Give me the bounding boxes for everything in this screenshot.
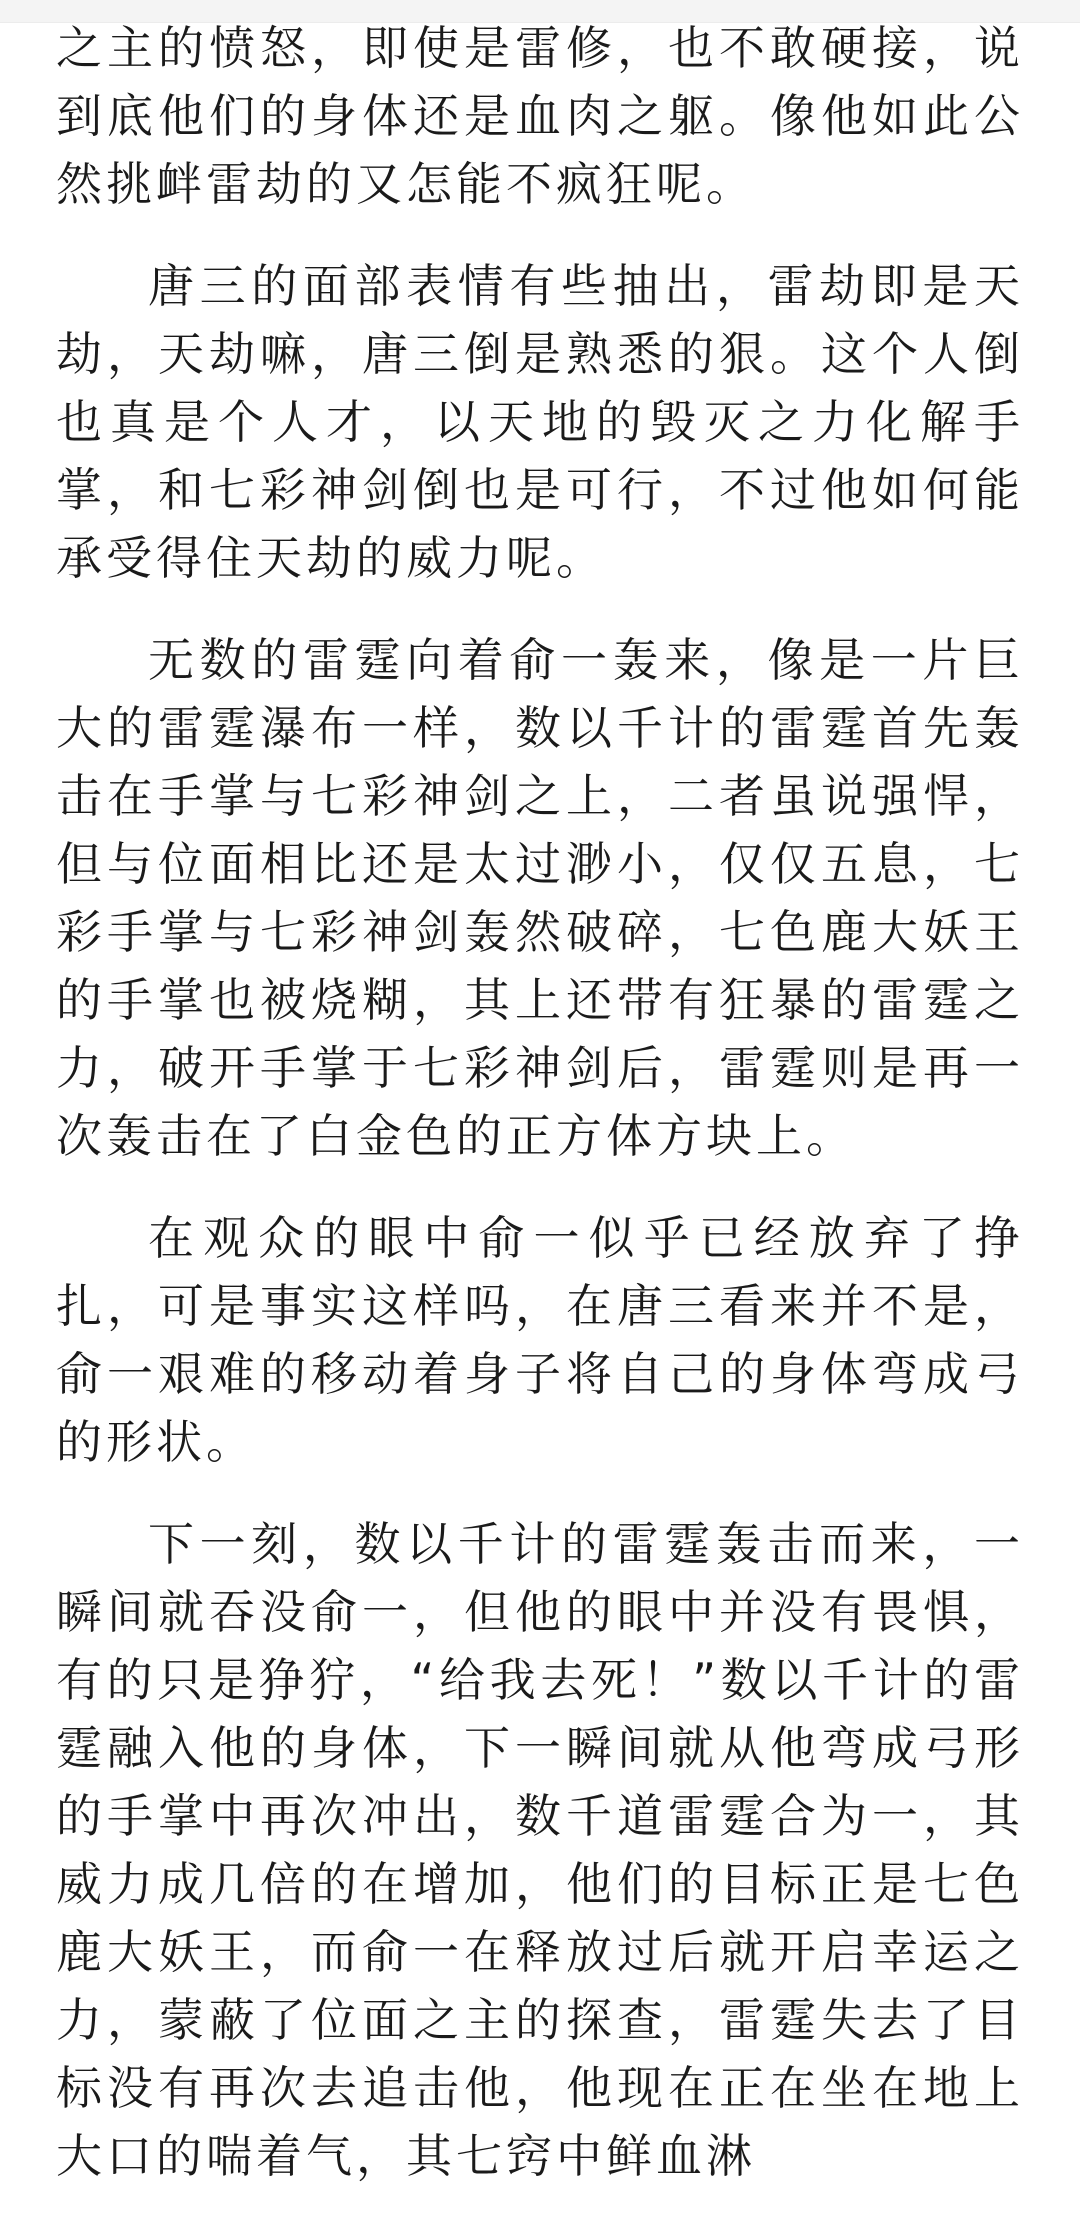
paragraph-4: 在观众的眼中俞一似乎已经放弃了挣扎，可是事实这样吗，在唐三看来并不是，俞一艰难的移动着身子将自己的身体弯成弓的形状。 [56, 1211, 1024, 1469]
paragraph-3: 无数的雷霆向着俞一轰来，像是一片巨大的雷霆瀑布一样，数以千计的雷霆首先轰击在手掌与七彩神剑之上，二者虽说强悍，但与位面相比还是太过渺小，仅仅五息，七彩手掌与七彩神剑轰然破碎，七色鹿大妖王的手掌也被烧糊，其上还带有狂暴的雷霆之力，破开手掌于七彩神剑后，雷霆则是再一次轰击在了白金色的正方体方块上。 [56, 633, 1024, 1163]
paragraph-2: 唐三的面部表情有些抽出，雷劫即是天劫，天劫嘛，唐三倒是熟悉的狠。这个人倒也真是个人才，以天地的毁灭之力化解手掌，和七彩神剑倒也是可行，不过他如何能承受得住天劫的威力呢。 [56, 259, 1024, 585]
paragraph-1: 之主的愤怒，即使是雷修，也不敢硬接，说到底他们的身体还是血肉之躯。像他如此公然挑衅雷劫的又怎能不疯狂呢。 [56, 21, 1024, 211]
paragraph-5: 下一刻，数以千计的雷霆轰击而来，一瞬间就吞没俞一，但他的眼中并没有畏惧，有的只是狰狞，“给我去死！”数以千计的雷霆融入他的身体，下一瞬间就从他弯成弓形的手掌中再次冲出，数千道雷霆合为一，其威力成几倍的在增加，他们的目标正是七色鹿大妖王，而俞一在释放过后就开启幸运之力，蒙蔽了位面之主的探查，雷霆失去了目标没有再次去追击他，他现在正在坐在地上大口的喘着气，其七窍中鲜血淋 [56, 1517, 1024, 2183]
article-body [56, 14, 1024, 2224]
